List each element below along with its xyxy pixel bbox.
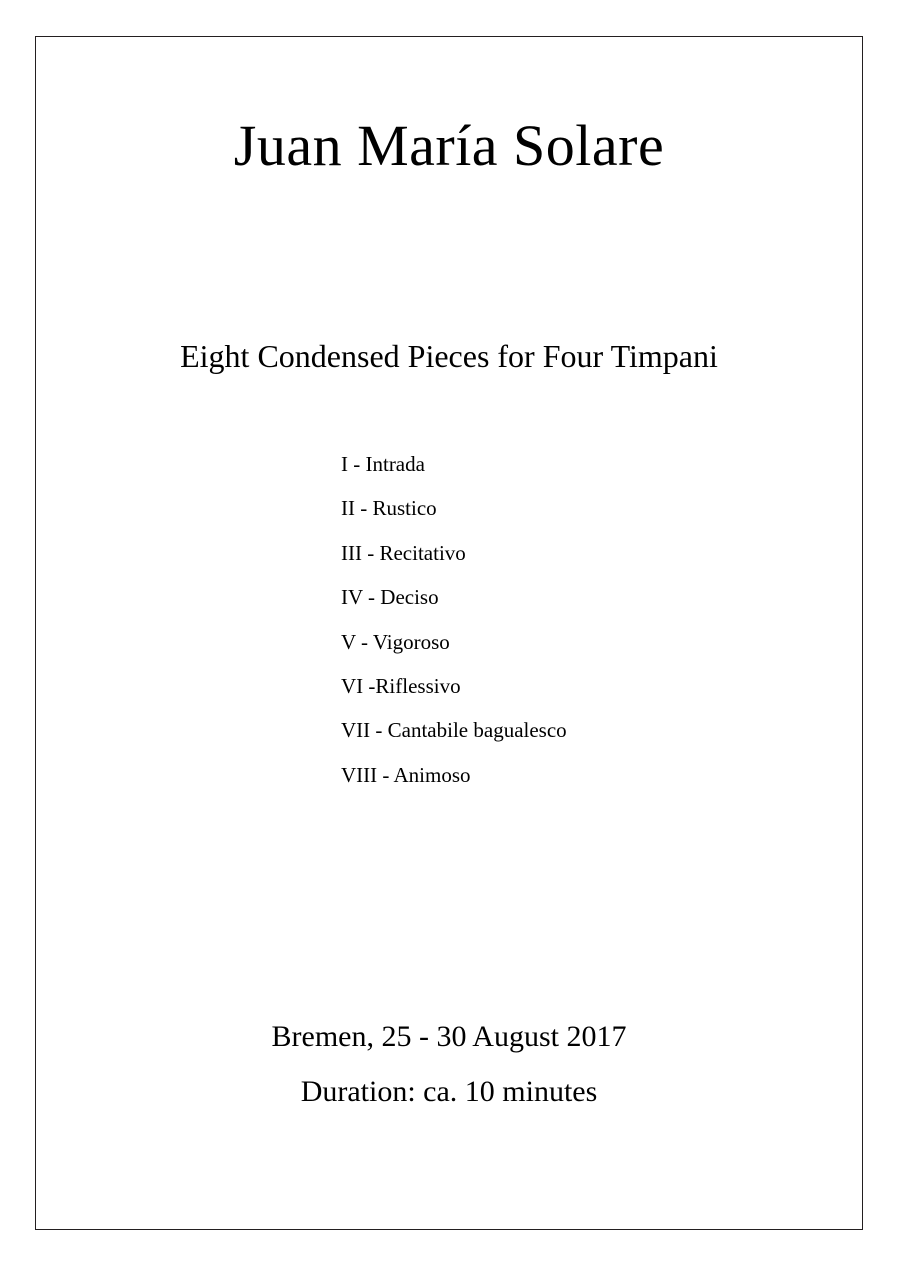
list-item: II - Rustico (341, 496, 437, 521)
list-item: I - Intrada (341, 452, 425, 476)
composer-name: Juan María Solare (233, 113, 665, 178)
list-item: VII - Cantabile bagualesco (341, 718, 567, 743)
work-title: Eight Condensed Pieces for Four Timpani (180, 338, 718, 374)
list-item: V - Vigoroso (341, 629, 450, 654)
duration-note: Duration: ca. 10 minutes (300, 1075, 598, 1108)
list-item: VI -Riflessivo (341, 674, 461, 699)
list-item: VIII - Animoso (341, 762, 471, 787)
list-item: III - Recitativo (341, 540, 466, 565)
title-page-footer (36, 1022, 862, 1107)
movement-list (36, 442, 862, 797)
place-and-date: Bremen, 25 - 30 August 2017 (271, 1020, 627, 1053)
title-page-content (36, 37, 862, 1229)
list-item: IV - Deciso (341, 585, 439, 610)
